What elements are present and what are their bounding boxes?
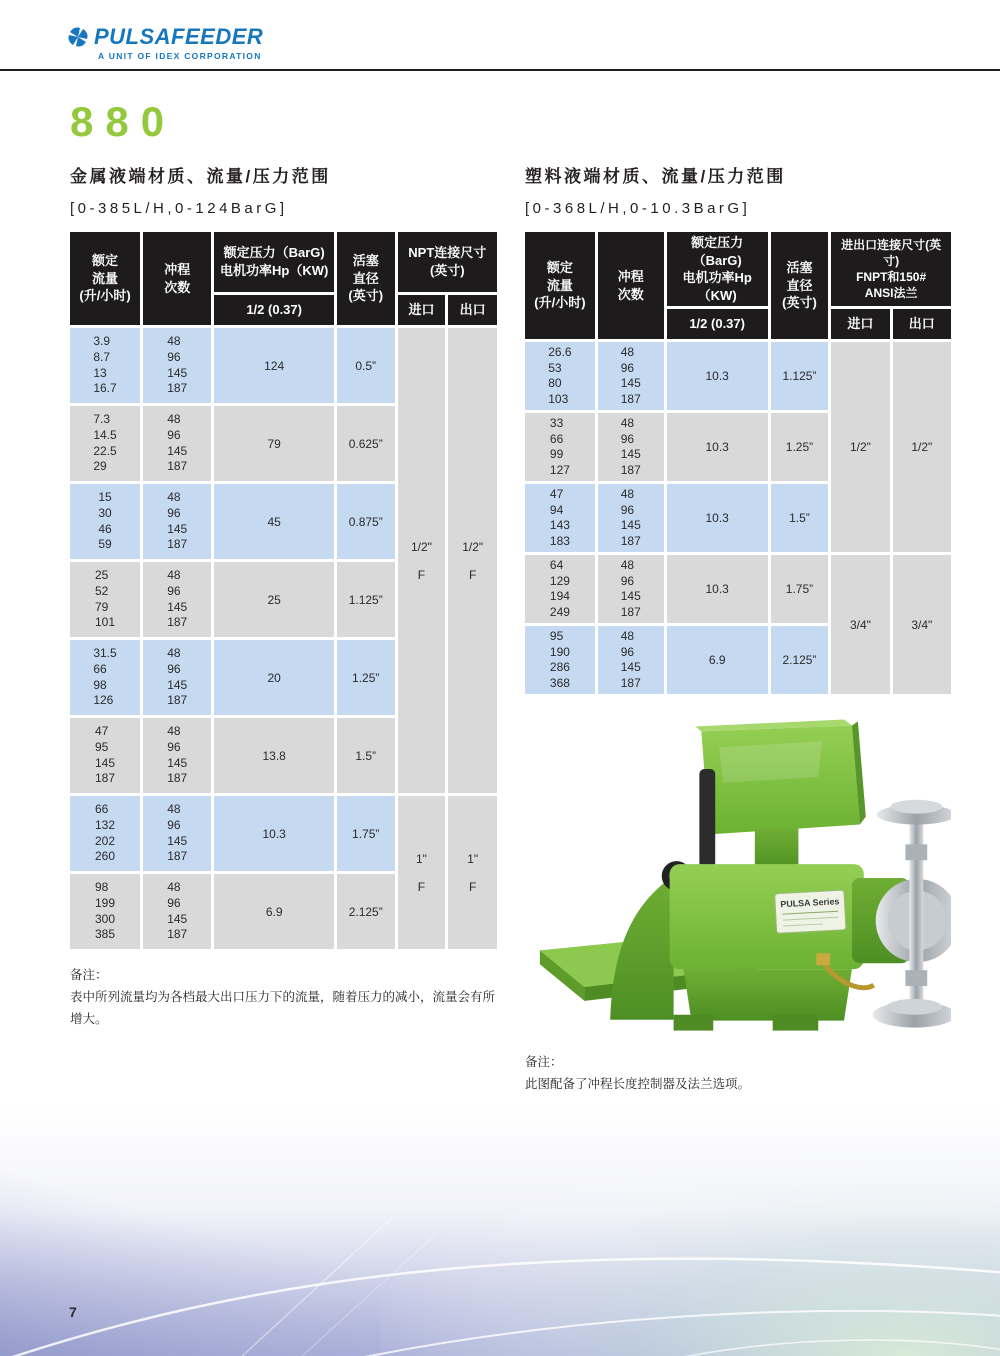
section-title-metal: 金属液端材质、流量/压力范围 [70, 167, 331, 186]
col-header-outlet: 出口 [893, 309, 951, 339]
section-range-metal: [0-385L/H,0-124BarG] [70, 200, 288, 217]
strokes-cell: 48 96 145 187 [143, 484, 211, 559]
pressure-cell: 6.9 [667, 626, 768, 694]
flow-cell: 15 30 46 59 [70, 484, 140, 559]
plunger-cell: 1.25” [771, 413, 829, 481]
header-divider [0, 69, 1000, 71]
pressure-cell: 20 [214, 640, 333, 715]
metal-liquid-end-section [70, 162, 497, 1031]
pressure-cell: 124 [214, 328, 333, 403]
strokes-cell: 48 96 145 187 [143, 796, 211, 871]
col-header-pressure-sub: 1/2 (0.37) [214, 295, 333, 325]
page-title: 880 [70, 98, 177, 145]
plunger-cell: 0.875” [337, 484, 395, 559]
col-header-strokes: 冲程 次数 [143, 232, 211, 325]
col-header-inlet: 进口 [398, 295, 446, 325]
pulsafeeder-logo [66, 24, 263, 61]
plunger-cell: 1.5” [337, 718, 395, 793]
col-header-flow: 额定 流量 (升/小时) [525, 232, 595, 339]
pressure-cell: 45 [214, 484, 333, 559]
col-header-npt: NPT连接尺寸 (英寸) [398, 232, 497, 292]
section-title-plastic: 塑料液端材质、流量/压力范围 [525, 167, 786, 186]
strokes-cell: 48 96 145 187 [143, 406, 211, 481]
col-header-inlet: 进口 [831, 309, 889, 339]
flow-cell: 98 199 300 385 [70, 874, 140, 949]
plunger-cell: 1.5” [771, 484, 829, 552]
npt-inlet-cell: 3/4" [831, 555, 889, 694]
col-header-strokes: 冲程 次数 [598, 232, 664, 339]
npt-outlet-cell: 3/4" [893, 555, 951, 694]
col-header-pressure: 额定压力（BarG) 电机功率Hp（KW) [214, 232, 333, 292]
flow-cell: 95 190 286 368 [525, 626, 595, 694]
pressure-cell: 6.9 [214, 874, 333, 949]
col-header-flow: 额定 流量 (升/小时) [70, 232, 140, 325]
table-row [525, 555, 951, 623]
plunger-cell: 1.75” [771, 555, 829, 623]
table-row [525, 342, 951, 410]
strokes-cell: 48 96 145 187 [143, 640, 211, 715]
pressure-cell: 13.8 [214, 718, 333, 793]
figure-note [525, 1052, 951, 1096]
flow-cell: 66 132 202 260 [70, 796, 140, 871]
col-header-plunger: 活塞 直径 (英寸) [337, 232, 395, 325]
pressure-cell: 10.3 [667, 484, 768, 552]
col-header-plunger: 活塞 直径 (英寸) [771, 232, 829, 339]
note-label: 备注： [70, 968, 108, 982]
col-header-pressure-sub: 1/2 (0.37) [667, 309, 768, 339]
note-label: 备注： [525, 1055, 563, 1070]
col-header-pressure: 额定压力（BarG) 电机功率Hp（KW) [667, 232, 768, 306]
pump-photo [525, 716, 951, 1044]
note-text: 表中所列流量均为各档最大出口压力下的流量，随着压力的减小，流量会有所增大。 [70, 989, 496, 1026]
plunger-cell: 1.125” [771, 342, 829, 410]
plunger-cell: 2.125” [771, 626, 829, 694]
brand-tagline: A UNIT OF IDEX CORPORATION [98, 51, 262, 61]
flow-cell: 25 52 79 101 [70, 562, 140, 637]
col-header-outlet: 出口 [448, 295, 497, 325]
npt-outlet-cell: 1/2" F [448, 328, 497, 793]
strokes-cell: 48 96 145 187 [598, 626, 664, 694]
flow-cell: 7.3 14.5 22.5 29 [70, 406, 140, 481]
strokes-cell: 48 96 145 187 [598, 484, 664, 552]
flow-cell: 33 66 99 127 [525, 413, 595, 481]
flow-cell: 3.9 8.7 13 16.7 [70, 328, 140, 403]
metal-spec-table [70, 232, 497, 949]
strokes-cell: 48 96 145 187 [143, 328, 211, 403]
footer-wave-graphic [0, 1106, 1000, 1356]
strokes-cell: 48 96 145 187 [143, 718, 211, 793]
col-header-flange: 进出口连接尺寸(英寸) FNPT和150# ANSI法兰 [831, 232, 951, 306]
table-row [70, 796, 497, 871]
pressure-cell: 10.3 [667, 342, 768, 410]
flow-cell: 47 94 143 183 [525, 484, 595, 552]
strokes-cell: 48 96 145 187 [598, 413, 664, 481]
plunger-cell: 1.75” [337, 796, 395, 871]
plunger-cell: 1.125” [337, 562, 395, 637]
plunger-cell: 2.125” [337, 874, 395, 949]
table-row [70, 328, 497, 403]
strokes-cell: 48 96 145 187 [143, 562, 211, 637]
plastic-liquid-end-section [525, 162, 951, 1096]
pressure-cell: 10.3 [667, 555, 768, 623]
page-number: 7 [69, 1304, 77, 1320]
pressure-cell: 79 [214, 406, 333, 481]
pressure-cell: 10.3 [667, 413, 768, 481]
plunger-cell: 0.625” [337, 406, 395, 481]
plunger-cell: 1.25” [337, 640, 395, 715]
npt-outlet-cell: 1" F [448, 796, 497, 949]
flow-cell: 26.6 53 80 103 [525, 342, 595, 410]
pump-nameplate-label: PULSA Series [780, 896, 840, 910]
flow-cell: 31.5 66 98 126 [70, 640, 140, 715]
plunger-cell: 0.5” [337, 328, 395, 403]
npt-outlet-cell: 1/2" [893, 342, 951, 552]
note-text: 此图配备了冲程长度控制器及法兰选项。 [525, 1077, 751, 1092]
strokes-cell: 48 96 145 187 [143, 874, 211, 949]
section-range-plastic: [0-368L/H,0-10.3BarG] [525, 200, 751, 217]
npt-inlet-cell: 1/2" [831, 342, 889, 552]
npt-inlet-cell: 1/2" F [398, 328, 446, 793]
pressure-cell: 10.3 [214, 796, 333, 871]
pressure-cell: 25 [214, 562, 333, 637]
strokes-cell: 48 96 145 187 [598, 555, 664, 623]
flow-cell: 47 95 145 187 [70, 718, 140, 793]
strokes-cell: 48 96 145 187 [598, 342, 664, 410]
plastic-spec-table [525, 232, 951, 694]
metal-table-note [70, 965, 497, 1031]
npt-inlet-cell: 1" F [398, 796, 446, 949]
brand-name: PULSAFEEDER [94, 24, 264, 49]
flow-cell: 64 129 194 249 [525, 555, 595, 623]
pinwheel-logo-icon [66, 25, 90, 49]
